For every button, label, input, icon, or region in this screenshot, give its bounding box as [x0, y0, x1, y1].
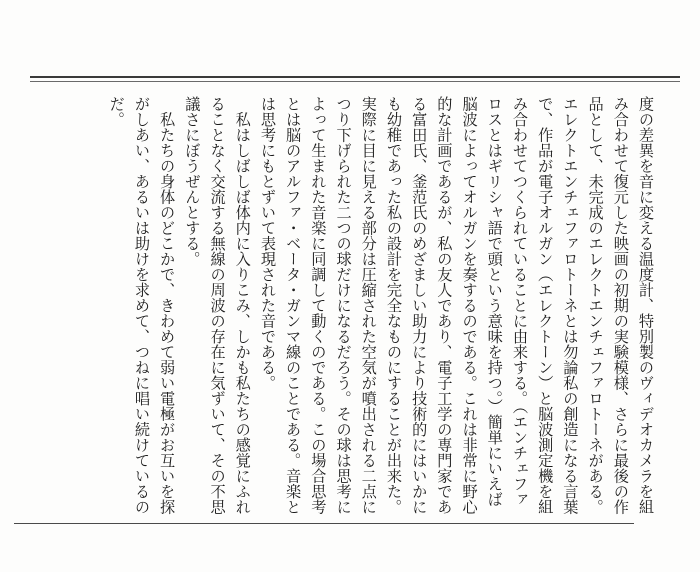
paragraph-2: 私はしばしば体内に入りこみ、しかも私たちの感覚にふれることなく交流する無線の周波の存在に気ずいて、その不思議さにぼうぜんとする。 [183, 96, 252, 515]
paragraph-1: 度の差異を音に変える温度計、特別製のヴィデオカメラを組み合わせて復元した映画の初期の実験模様、さらに最後の作品として、未完成のエレクトエンチェファロトーネがある。エレクトエンチェファロトーネとは勿論私の創造になる言葉で、作品が電子オルガン（エレクトーン）と脳波測定機を組み合わせてつくられていることに由来する。（エンチェファロスとはギリシャ語で頭という意味を持つ。）簡単にいえば脳波によってオルガンを奏するのである。これは非常に野心的な計画であるが、私の友人であり、電子工学の専門家である富田氏、釜范氏のめざましい助力により技術的にはいかにも幼稚であった私の設計を完全なものにすることが出来た。実際に目に見える部分は圧縮された空気が噴出される二点につり下げられた二つの球だけになるだろう。その球は思考によって生まれた音楽に同調して動くのである。この場合思考とは脳のアルファ・ベータ・ガンマ線のことである。音楽とは思考にもとずいて表現された音である。 [258, 96, 655, 515]
top-rule-thin [30, 81, 680, 82]
bottom-rule [14, 523, 634, 524]
paragraph-3: 私たちの身体のどこかで、きわめて弱い電極がお互いを探がしあい、あるいは助けを求めて、つねに唱い続けているのだ。 [107, 96, 177, 515]
vertical-body-text [33, 96, 658, 516]
top-rule [30, 76, 680, 78]
